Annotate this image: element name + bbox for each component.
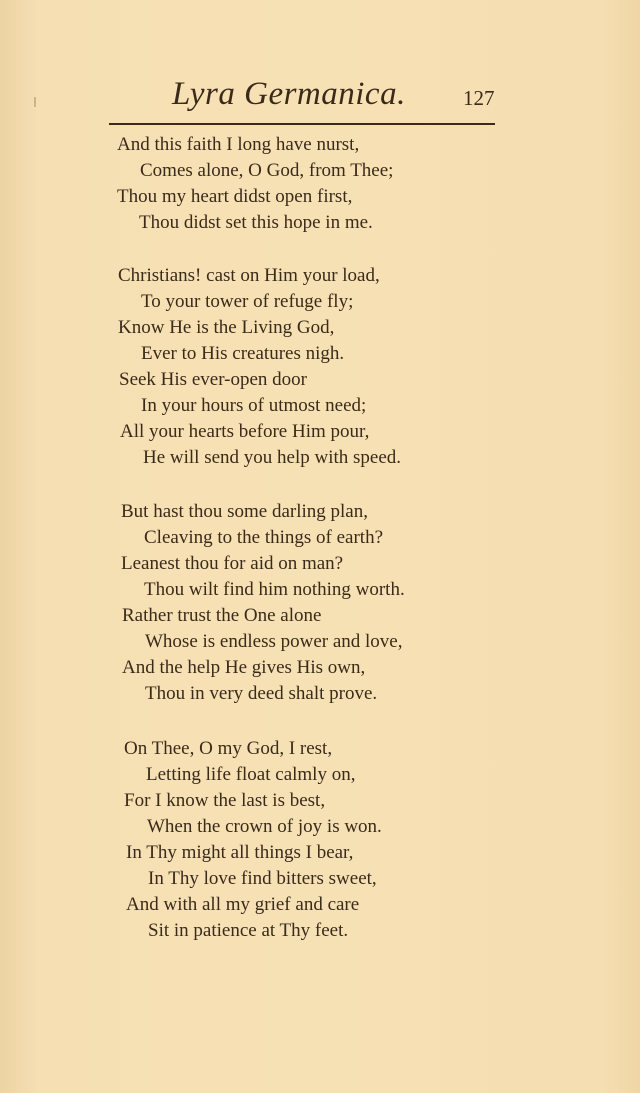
poem-line: Leanest thou for aid on man?	[121, 553, 344, 574]
poem-line: Thou my heart didst open first,	[117, 186, 353, 207]
poem-line: And the help He gives His own,	[122, 657, 366, 678]
poem-line: Know He is the Living God,	[118, 317, 335, 338]
poem-line: He will send you help with speed.	[143, 447, 402, 468]
poem-line: On Thee, O my God, I rest,	[124, 738, 333, 759]
poem-line: Whose is endless power and love,	[145, 631, 403, 652]
poem-line: In Thy love find bitters sweet,	[148, 868, 377, 889]
poem-line: For I know the last is best,	[124, 790, 326, 811]
poem-line: Thou didst set this hope in me.	[139, 212, 373, 233]
poem-line: Thou in very deed shalt prove.	[145, 683, 378, 704]
poem-line: All your hearts before Him pour,	[120, 421, 370, 442]
poem-line: Thou wilt find him nothing worth.	[144, 579, 405, 600]
running-header-title: Lyra Germanica.	[172, 76, 406, 112]
poem-line: When the crown of joy is won.	[147, 816, 382, 837]
header-rule	[109, 123, 495, 125]
poem-line: And with all my grief and care	[126, 894, 360, 915]
page-margin-mark	[34, 97, 36, 107]
poem-line: Christians! cast on Him your load,	[118, 265, 380, 286]
poem-line: Cleaving to the things of earth?	[144, 527, 384, 548]
poem-line: Sit in patience at Thy feet.	[148, 920, 349, 941]
poem-line: But hast thou some darling plan,	[121, 501, 368, 522]
poem-line: Seek His ever-open door	[119, 369, 307, 390]
poem-line: Letting life float calmly on,	[146, 764, 356, 785]
page-number: 127	[463, 86, 495, 110]
poem-line: And this faith I long have nurst,	[117, 134, 360, 155]
poem-line: To your tower of refuge fly;	[141, 291, 354, 312]
poem-line: Ever to His creatures nigh.	[141, 343, 345, 364]
poem-line: In Thy might all things I bear,	[126, 842, 354, 863]
poem-line: Comes alone, O God, from Thee;	[140, 160, 394, 181]
poem-line: In your hours of utmost need;	[141, 395, 367, 416]
poem-line: Rather trust the One alone	[122, 605, 322, 626]
